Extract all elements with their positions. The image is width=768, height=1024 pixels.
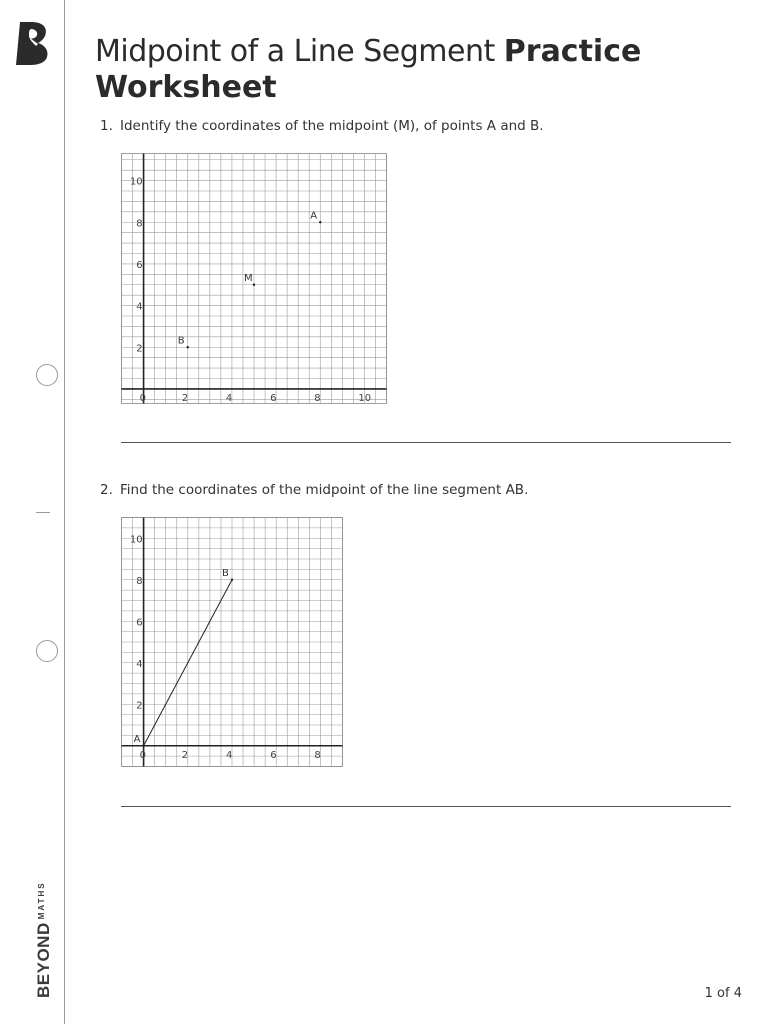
x-tick-label: 8 [314,392,321,404]
point-m-marker [253,284,255,286]
beyond-logo-icon [14,20,52,66]
fold-mark [36,512,50,513]
x-tick-label: 2 [181,749,189,761]
question-number: 2. [100,482,113,498]
y-tick-label: 8 [136,575,143,587]
x-tick-label: 8 [314,749,321,761]
y-tick-label: 10 [129,534,143,546]
point-a-marker [319,221,321,223]
answer-line-2[interactable] [121,806,731,807]
point-b-label: B [177,335,185,347]
title-bold: Practice Worksheet [95,34,642,105]
punch-hole-top [36,364,58,386]
point-m-label: M [244,272,253,284]
y-tick-label: 4 [136,658,143,670]
title-main: Midpoint of a Line Segment [95,34,504,69]
y-tick-label: 2 [136,343,143,355]
y-tick-label: 8 [136,218,143,230]
punch-hole-bottom [36,640,58,662]
point-b-marker [187,346,189,348]
question-text: Find the coordinates of the midpoint of the line segment AB. [120,482,529,498]
point-b-marker [231,579,233,581]
answer-line-1[interactable] [121,442,731,443]
x-tick-label: 4 [225,392,233,404]
y-tick-label: 6 [136,617,143,629]
question-text: Identify the coordinates of the midpoint (M), of points A and B. [120,118,544,134]
x-tick-label: 6 [270,392,277,404]
page-number: 1 of 4 [704,986,742,1001]
page-margin-line [64,0,65,1024]
x-tick-label: 4 [226,749,233,761]
point-a-label: A [133,733,141,745]
coordinate-grid-1 [121,153,387,404]
x-tick-label: 2 [181,392,189,404]
y-tick-label: 6 [136,259,143,271]
brand-name: BEYOND [34,922,53,998]
brand-wordmark [34,881,54,998]
x-tick-label: 0 [139,392,146,404]
y-tick-label: 10 [129,176,143,188]
point-a-label: A [310,210,318,222]
x-tick-label: 6 [270,749,277,761]
x-tick-label: 0 [139,749,146,761]
worksheet-title [95,34,735,106]
x-tick-label: 10 [358,392,372,404]
question-1 [100,118,544,134]
y-tick-label: 4 [136,301,143,313]
question-2 [100,482,528,498]
point-a-marker [142,745,144,747]
point-b-label: B [222,567,229,579]
coordinate-grid-2 [121,517,343,767]
y-tick-label: 2 [136,700,143,712]
brand-sub: MATHS [37,881,46,920]
question-number: 1. [100,118,113,134]
